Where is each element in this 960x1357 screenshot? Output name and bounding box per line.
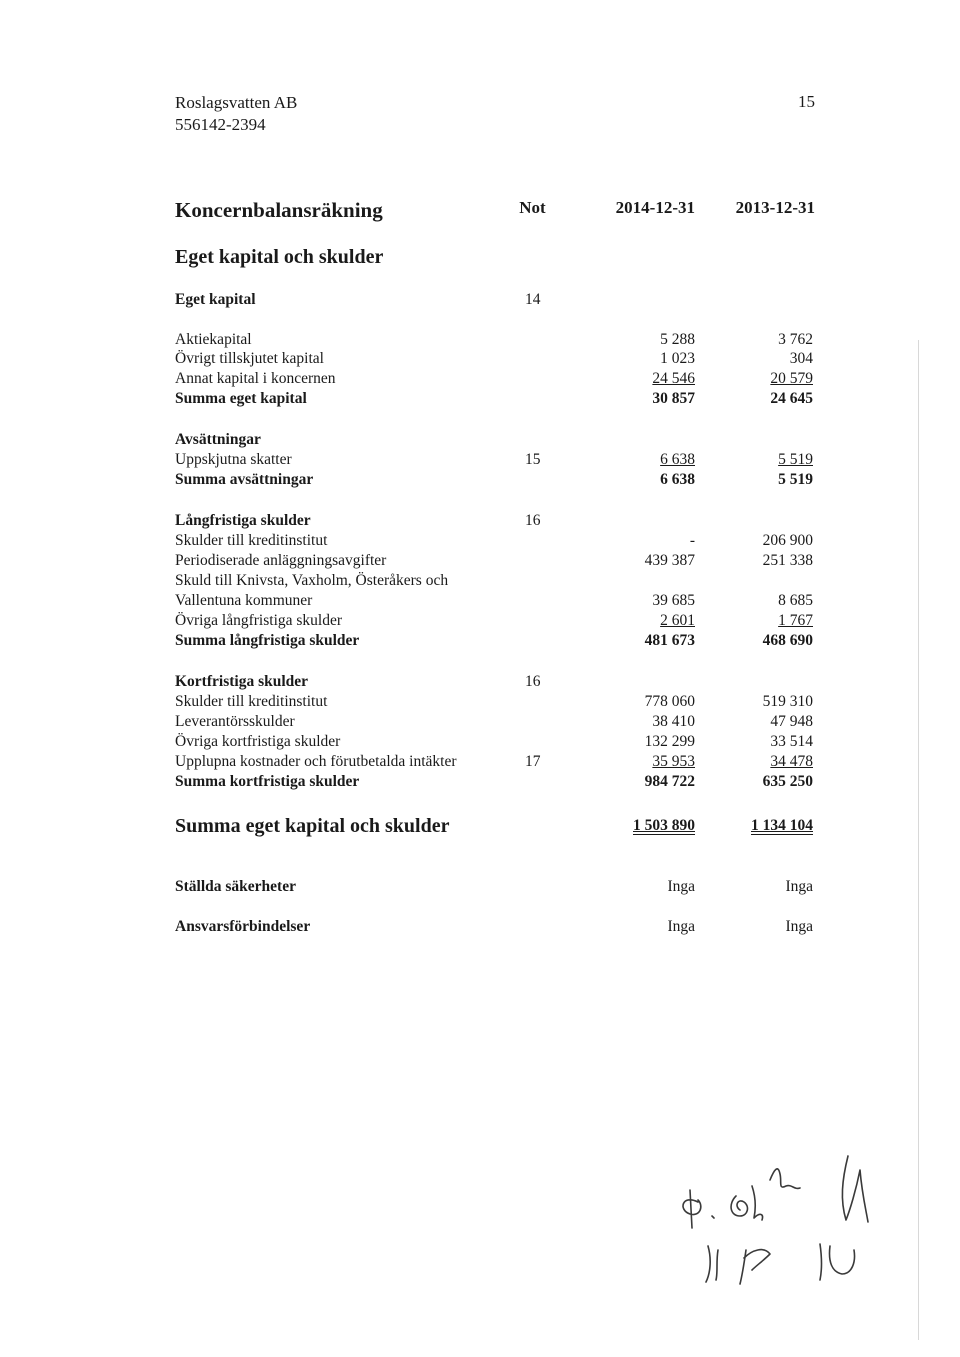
section-heading-equity: Eget kapital 14 xyxy=(175,291,541,308)
company-name: Roslagsvatten AB xyxy=(175,93,298,112)
table-row: Skuld till Knivsta, Vaxholm, Österåkers och xyxy=(175,572,449,589)
org-number: 556142-2394 xyxy=(175,115,266,134)
table-row: Skulder till kreditinstitut - 206 900 xyxy=(175,532,813,549)
subtotal-row: Summa avsättningar 6 638 5 519 xyxy=(175,471,813,488)
page-number: 15 xyxy=(798,92,815,111)
table-row: Upplupna kostnader och förutbetalda intäkter 17 35 953 34 478 xyxy=(175,753,813,770)
column-header-2014: 2014-12-31 xyxy=(615,198,695,217)
table-row: Leverantörsskulder 38 410 47 948 xyxy=(175,713,813,730)
table-row: Övrigt tillskjutet kapital 1 023 304 xyxy=(175,350,813,367)
company-block xyxy=(175,92,297,136)
table-row-contingent-liabilities: Ansvarsförbindelser Inga Inga xyxy=(175,918,813,935)
table-row: Periodiserade anläggningsavgifter 439 387 251 338 xyxy=(175,552,813,569)
subtotal-row: Summa kortfristiga skulder 984 722 635 250 xyxy=(175,773,813,790)
table-row-pledged-assets: Ställda säkerheter Inga Inga xyxy=(175,878,813,895)
table-row: Uppskjutna skatter 15 6 638 5 519 xyxy=(175,451,813,468)
subtotal-row: Summa eget kapital 30 857 24 645 xyxy=(175,390,813,407)
column-header-not: Not xyxy=(519,198,546,217)
table-row: Övriga kortfristiga skulder 132 299 33 514 xyxy=(175,733,813,750)
section-heading-long-term-liabilities: Långfristiga skulder 16 xyxy=(175,512,541,529)
grand-total-row: Summa eget kapital och skulder 1 503 890 1 134 104 xyxy=(175,815,813,837)
section-heading-provisions: Avsättningar xyxy=(175,431,261,448)
scan-edge-line xyxy=(918,340,919,1340)
section-title: Eget kapital och skulder xyxy=(175,246,384,268)
table-row: Skulder till kreditinstitut 778 060 519 310 xyxy=(175,693,813,710)
table-row: Aktiekapital 5 288 3 762 xyxy=(175,331,813,348)
section-heading-short-term-liabilities: Kortfristiga skulder 16 xyxy=(175,673,541,690)
table-row: Övriga långfristiga skulder 2 601 1 767 xyxy=(175,612,813,629)
subtotal-row: Summa långfristiga skulder 481 673 468 690 xyxy=(175,632,813,649)
column-header-2013: 2013-12-31 xyxy=(735,198,815,217)
table-row: Annat kapital i koncernen 24 546 20 579 xyxy=(175,370,813,387)
page-title: Koncernbalansräkning xyxy=(175,198,383,222)
table-row: Vallentuna kommuner 39 685 8 685 xyxy=(175,592,813,609)
signatures-image xyxy=(660,1150,890,1290)
